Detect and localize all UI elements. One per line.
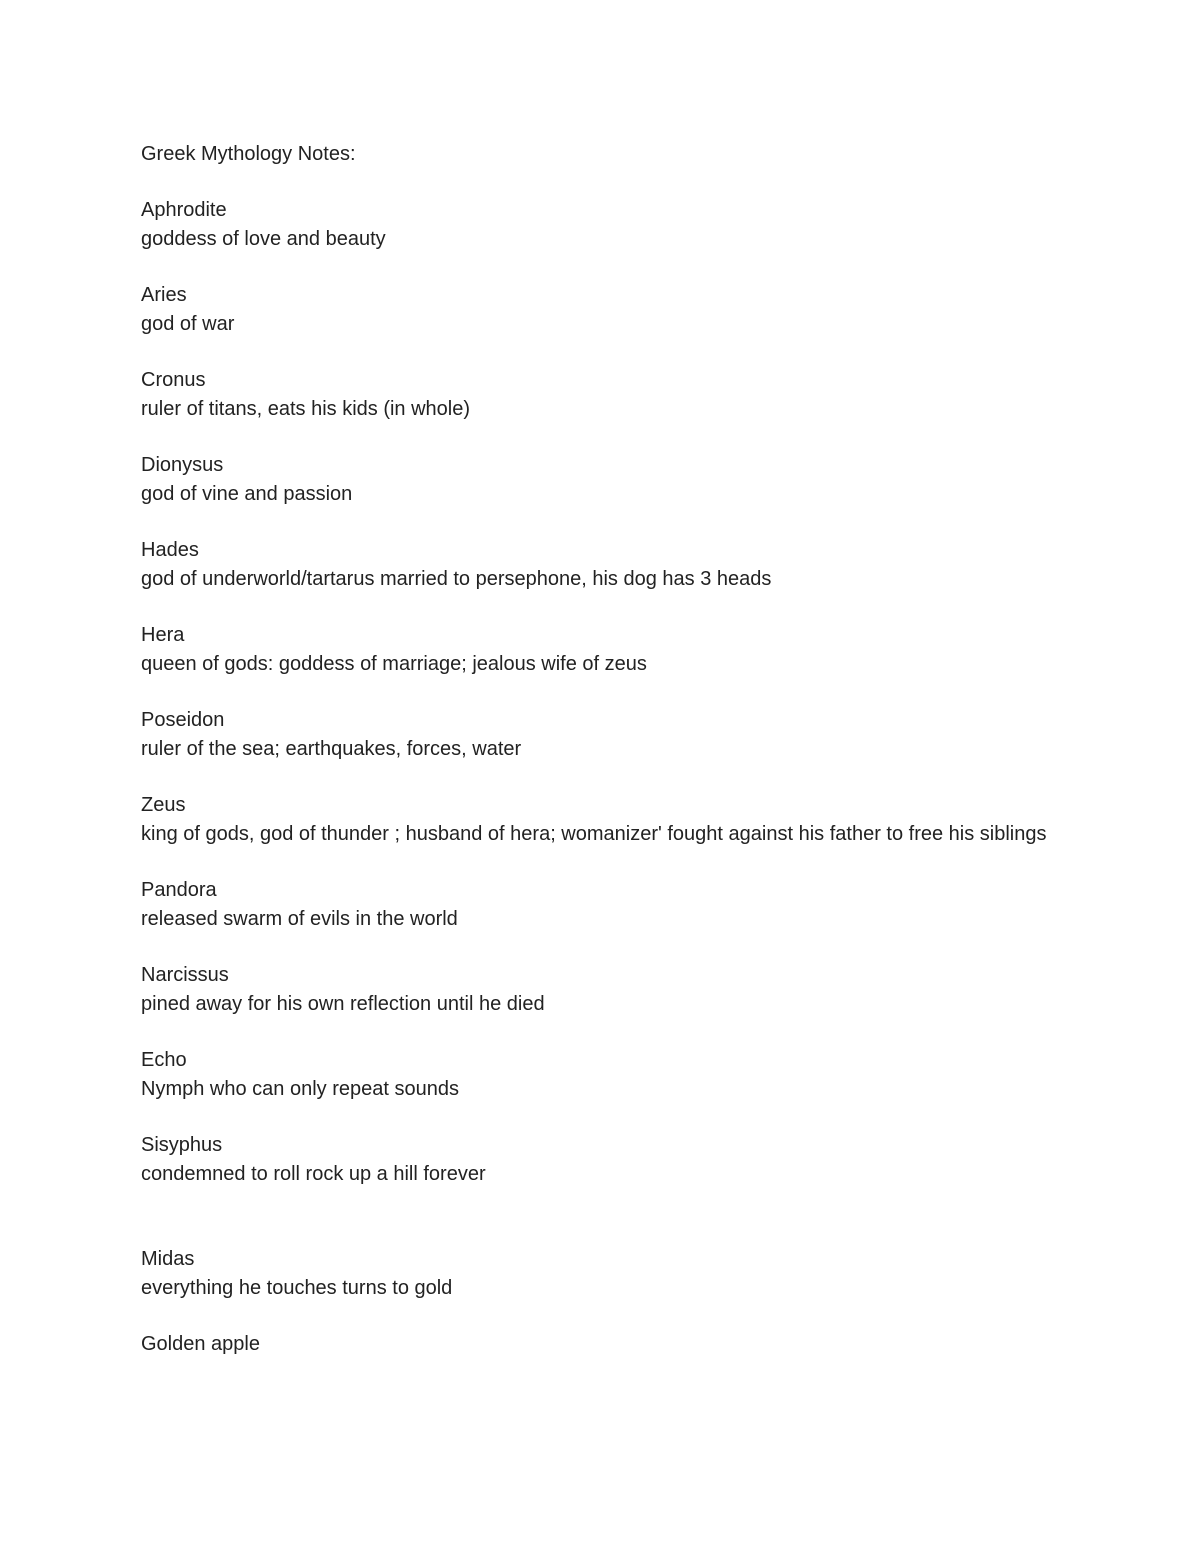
entry-description: condemned to roll rock up a hill forever	[141, 1163, 486, 1185]
entry-golden-apple	[141, 1330, 1061, 1359]
entry-term: Golden apple	[141, 1333, 260, 1355]
entry-description: king of gods, god of thunder ; husband of hera; womanizer' fought against his father to free his siblings	[141, 823, 1047, 845]
entry-dionysus	[141, 451, 1061, 509]
entry-description: Nymph who can only repeat sounds	[141, 1078, 459, 1100]
entry-sisyphus	[141, 1131, 1061, 1189]
entry-term: Dionysus	[141, 454, 224, 476]
entry-term: Aphrodite	[141, 199, 227, 221]
document-title: Greek Mythology Notes:	[141, 143, 356, 165]
entry-term: Aries	[141, 284, 187, 306]
entry-description: god of underworld/tartarus married to persephone, his dog has 3 heads	[141, 568, 772, 590]
entry-description: released swarm of evils in the world	[141, 908, 458, 930]
entry-term: Cronus	[141, 369, 206, 391]
entry-term: Hades	[141, 539, 199, 561]
entry-aries	[141, 281, 1061, 339]
entry-cronus	[141, 366, 1061, 424]
entry-hera	[141, 621, 1061, 679]
entry-term: Pandora	[141, 879, 217, 901]
entry-description: god of war	[141, 313, 235, 335]
entry-zeus	[141, 791, 1061, 849]
entry-term: Narcissus	[141, 964, 229, 986]
entry-term: Echo	[141, 1049, 187, 1071]
entry-midas	[141, 1245, 1061, 1303]
entry-description: god of vine and passion	[141, 483, 353, 505]
entry-description: ruler of the sea; earthquakes, forces, water	[141, 738, 522, 760]
entry-hades	[141, 536, 1061, 594]
entry-description: goddess of love and beauty	[141, 228, 386, 250]
document-body	[141, 140, 1061, 1386]
entry-description: everything he touches turns to gold	[141, 1277, 453, 1299]
entry-poseidon	[141, 706, 1061, 764]
entry-description: pined away for his own reflection until he died	[141, 993, 545, 1015]
entry-pandora	[141, 876, 1061, 934]
entry-term: Poseidon	[141, 709, 225, 731]
entry-term: Zeus	[141, 794, 186, 816]
entry-term: Midas	[141, 1248, 195, 1270]
entry-aphrodite	[141, 196, 1061, 254]
entry-echo	[141, 1046, 1061, 1104]
entry-description: queen of gods: goddess of marriage; jealous wife of zeus	[141, 653, 647, 675]
entry-description: ruler of titans, eats his kids (in whole)	[141, 398, 471, 420]
entry-narcissus	[141, 961, 1061, 1019]
entry-term: Sisyphus	[141, 1134, 223, 1156]
entry-term: Hera	[141, 624, 185, 646]
